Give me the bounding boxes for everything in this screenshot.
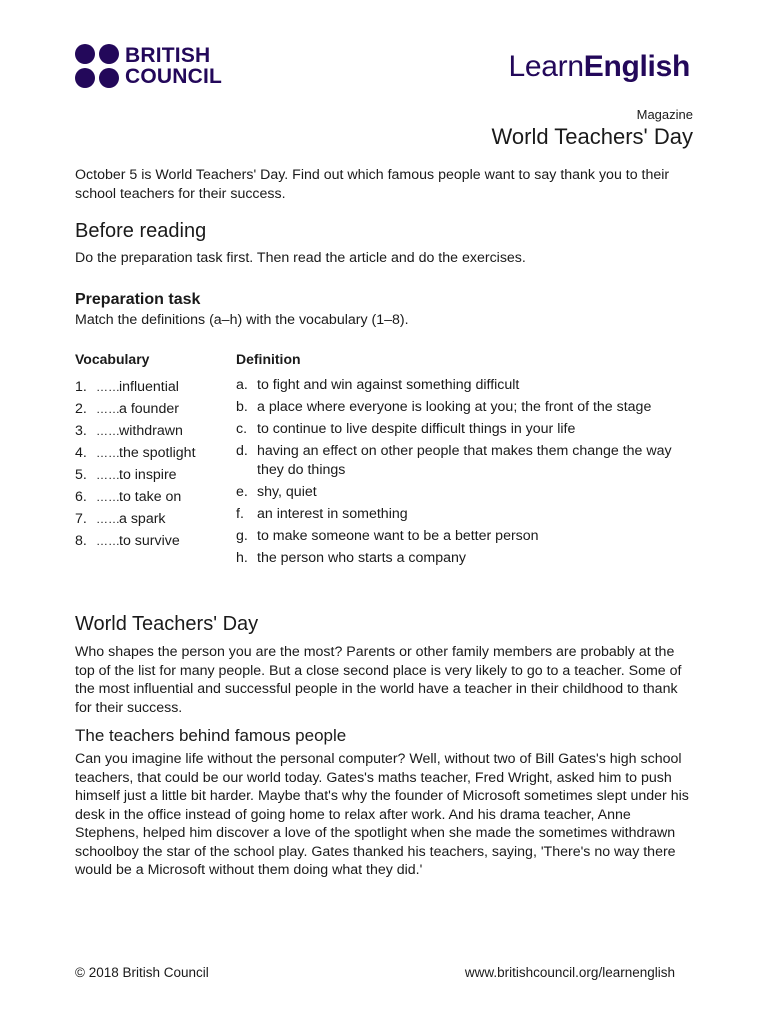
vocab-item: 6. …… to take on — [75, 489, 182, 505]
british-council-logo — [75, 44, 222, 88]
definition-list — [236, 376, 676, 571]
preparation-instruction: Match the definitions (a–h) with the vocabulary (1–8). — [75, 312, 409, 328]
footer-url: www.britishcouncil.org/learnenglish — [464, 965, 675, 980]
vocab-item: 4. …… the spotlight — [75, 445, 196, 461]
definition-item: h. the person who starts a company — [236, 550, 466, 566]
copyright: © 2018 British Council — [75, 965, 209, 980]
definition-item: b. a place where everyone is looking at you; the front of the stage — [236, 399, 652, 415]
learnenglish-logo — [509, 50, 690, 84]
definition-item: d. having an effect on other people that makes them change the way they do things — [236, 443, 672, 478]
before-reading-text: Do the preparation task first. Then read the article and do the exercises. — [75, 250, 526, 266]
article-paragraph-2: Can you imagine life without the personal computer? Well, without two of Bill Gates's high school teachers, that could be our world today. Gates's maths teacher, Fred Wright, asked him to push himself just a little bit harder. Maybe that's why the founder of Microsoft sometimes slept under his desk in the office instead of going home to relax after work. And his drama teacher, Anne Stephens, helped him discover a love of the spotlight when she made the sometimes withdrawn schoolboy the star of the school play. Gates thanked his teachers, saying, 'There's no way there would be a Microsoft without them doing what they did.' — [75, 751, 689, 878]
logo-line-1: BRITISH — [125, 44, 211, 67]
definition-item: g. to make someone want to be a better person — [236, 528, 539, 544]
article-paragraph-1: Who shapes the person you are the most? Parents or other family members are probably at the top of the list for many people. But a close second place is very likely to go to a teacher. Some of the most influential and successful people in the world have a teacher in their childhood to thank for their success. — [75, 644, 682, 716]
vocab-item: 2. …… a founder — [75, 401, 179, 417]
vocab-item: 8. …… to survive — [75, 533, 180, 549]
definition-item: c. to continue to live despite difficult things in your life — [236, 421, 576, 437]
preparation-heading: Preparation task — [75, 291, 201, 308]
article-heading: World Teachers' Day — [75, 613, 259, 635]
article-subheading: The teachers behind famous people — [75, 726, 347, 745]
vocab-item: 5. …… to inspire — [75, 467, 177, 483]
vocab-item: 3. …… withdrawn — [75, 423, 183, 439]
before-reading-heading: Before reading — [75, 220, 207, 242]
logo-english: English — [583, 50, 690, 83]
definition-item: a. to fight and win against something difficult — [236, 377, 520, 393]
document-title: World Teachers' Day — [491, 124, 693, 149]
definition-item: e. shy, quiet — [236, 484, 317, 500]
vocab-item: 1. …… influential — [75, 379, 179, 395]
definition-column-header: Definition — [236, 351, 301, 367]
vocab-item: 7. …… a spark — [75, 511, 166, 527]
logo-learn: Learn — [508, 50, 584, 83]
vocabulary-list — [75, 376, 225, 552]
logo-line-2: COUNCIL — [125, 65, 223, 88]
magazine-label: Magazine — [636, 107, 693, 122]
intro-text: October 5 is World Teachers' Day. Find out which famous people want to say thank you to their school teachers for their success. — [75, 167, 670, 202]
vocabulary-column-header: Vocabulary — [75, 351, 150, 367]
definition-item: f. an interest in something — [236, 506, 408, 522]
british-council-dots-icon — [75, 44, 119, 88]
